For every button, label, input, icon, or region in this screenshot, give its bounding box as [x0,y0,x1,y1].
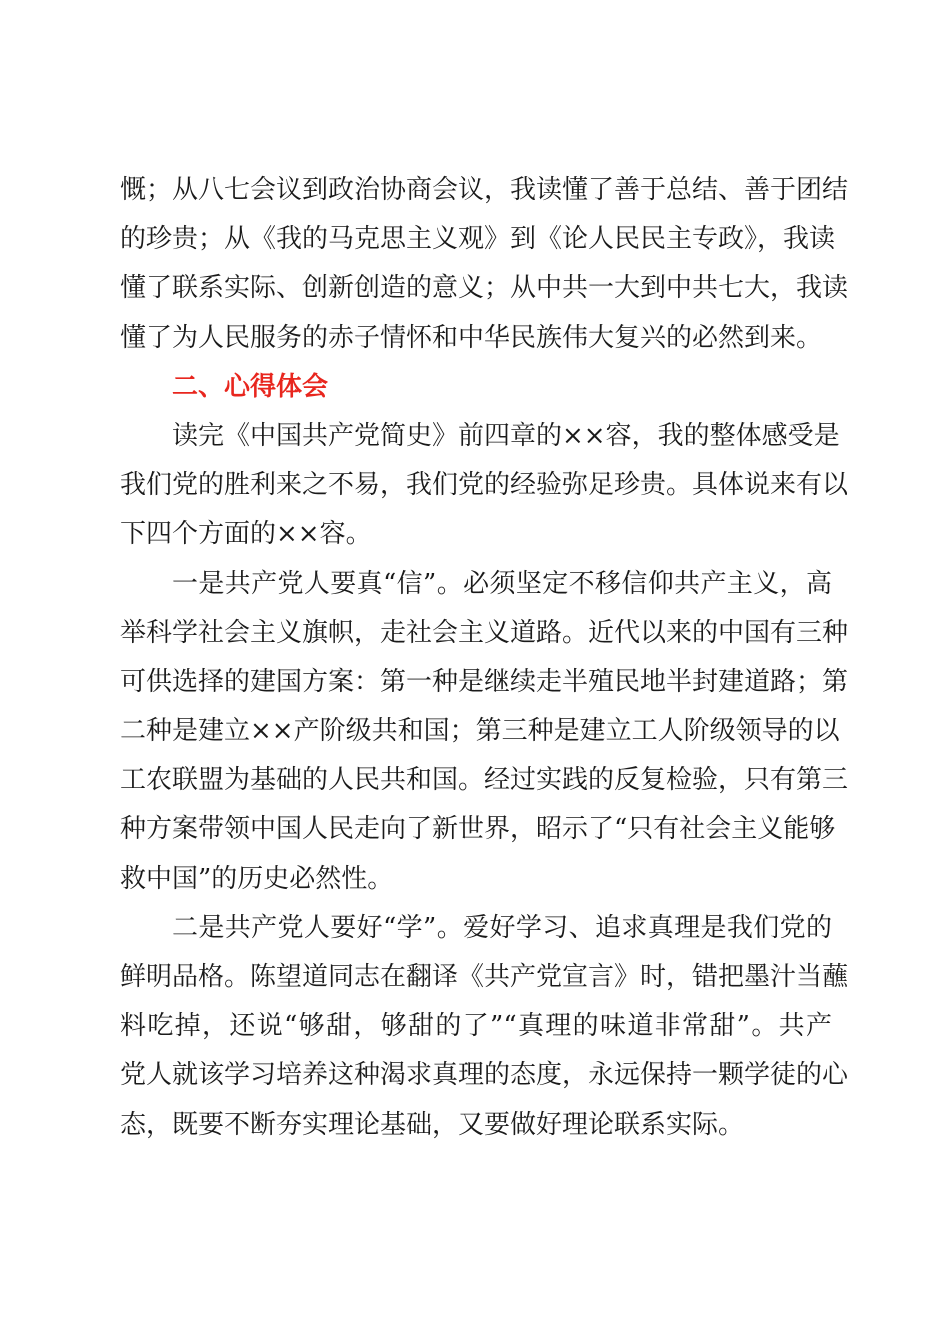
document-body [120,166,849,1150]
text-line: 可供选择的建国方案：第一种是继续走半殖民地半封建道路；第 [120,666,849,697]
text-line: 鲜明品格。陈望道同志在翻译《共产党宣言》时，错把墨汁当蘸 [120,962,849,992]
paragraph-3 [120,904,849,1150]
text-line: 种方案带领中国人民走向了新世界，昭示了“只有社会主义能够 [120,814,836,845]
text-line: 下四个方面的××容。 [120,519,372,550]
text-line: 慨；从八七会议到政治协商会议，我读懂了善于总结、善于团结 [120,175,849,205]
paragraph-2 [120,560,849,904]
text-line: 懂了为人民服务的赤子情怀和中华民族伟大复兴的必然到来。 [120,322,823,353]
text-line: 态，既要不断夯实理论基础，又要做好理论联系实际。 [120,1109,745,1140]
text-line: 二是共产党人要好“学”。爱好学习、追求真理是我们党的 [172,912,832,943]
text-line: 的珍贵；从《我的马克思主义观》到《论人民民主专政》，我读 [120,224,836,255]
text-line: 懂了联系实际、创新创造的意义；从中共一大到中共七大，我读 [120,273,849,304]
text-line: 料吃掉，还说“够甜，够甜的了”“真理的味道非常甜”。共产 [120,1011,832,1042]
text-line: 举科学社会主义旗帜，走社会主义道路。近代以来的中国有三种 [120,617,849,648]
text-line: 一是共产党人要真“信”。必须坚定不移信仰共产主义，高 [172,568,832,599]
text-line: 读完《中国共产党简史》前四章的××容，我的整体感受是 [172,420,840,451]
paragraph-1 [120,412,849,560]
text-line: 二种是建立××产阶级共和国；第三种是建立工人阶级领导的以 [120,716,840,747]
intro-paragraph [120,166,849,363]
text-line: 党人就该学习培养这种渴求真理的态度，永远保持一颗学徒的心 [120,1060,849,1091]
text-line: 我们党的胜利来之不易，我们党的经验弥足珍贵。具体说来有以 [120,470,849,501]
text-line: 救中国”的历史必然性。 [120,863,394,894]
section-heading: 二、心得体会 [172,371,329,402]
text-line: 工农联盟为基础的人民共和国。经过实践的反复检验，只有第三 [120,765,849,796]
